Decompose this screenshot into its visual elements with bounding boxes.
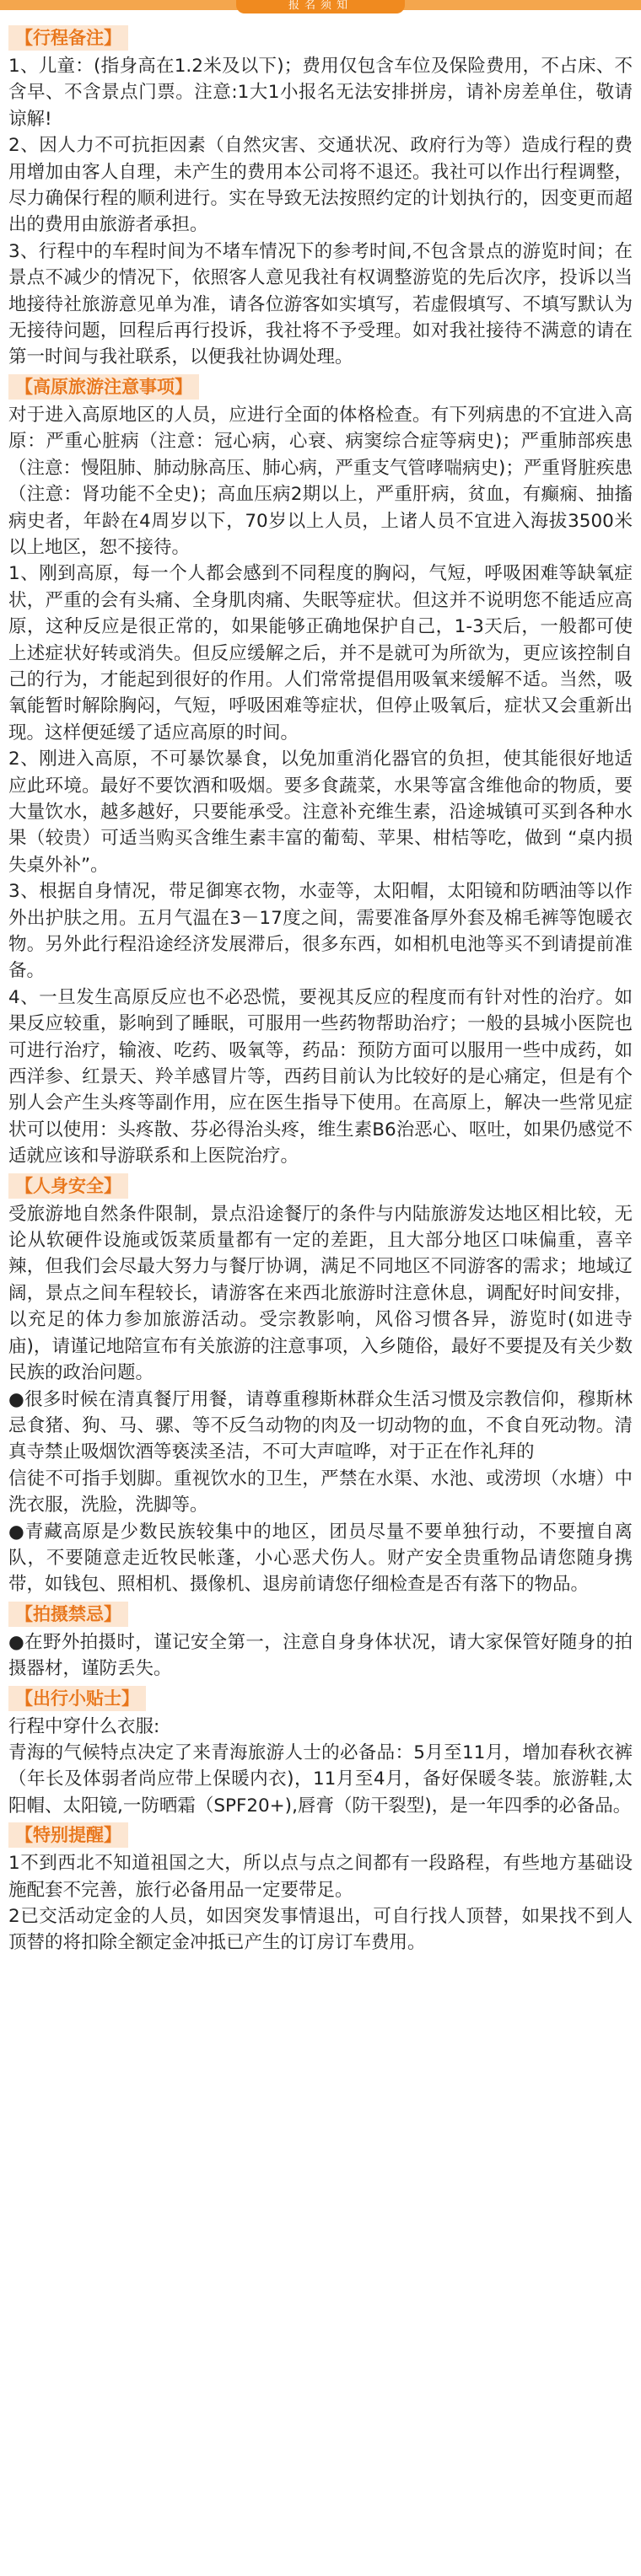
- paragraph: 3、行程中的车程时间为不堵车情况下的参考时间,不包含景点的游览时间；在景点不减少的情况下，依照客人意见我社有权调整游览的先后次序，投诉以当地接待社旅游意见单为准，请各位游客如实填写，若虚假填写、不填写默认为无接待问题，回程后再行投诉，我社将不予受理。如对我社接待不满意的请在第一时间与我社联系，以便我社协调处理。: [8, 240, 633, 368]
- section-special-reminder: [8, 1819, 633, 1956]
- section-label: 【高原旅游注意事项】: [8, 374, 199, 400]
- section-travel-tips: [8, 1682, 633, 1820]
- section-label: 【出行小贴士】: [8, 1686, 146, 1711]
- section-personal-safety: [8, 1170, 633, 1598]
- paragraph: 1、儿童：(指身高在1.2米及以下)；费用仅包含车位及保险费用，不占床、不含早、不含景点门票。注意:1大1小报名无法安排拼房，请补房差单住，敬请谅解!: [8, 56, 633, 130]
- paragraph: 青海的气候特点决定了来青海旅游人士的必备品：5月至11月，增加春秋衣裤（年长及体弱者尚应带上保暖内衣)，11月至4月，备好保暖冬装。旅游鞋,太阳帽、太阳镜,一防晒霜（SPF20+),唇膏（防干裂型)，是一年四季的必备品。: [8, 1741, 633, 1817]
- header-title: 报名须知: [236, 0, 405, 13]
- section-label: 【特别提醒】: [8, 1822, 128, 1848]
- section-label: 【人身安全】: [8, 1173, 128, 1199]
- paragraph: ●很多时候在清真餐厅用餐，请尊重穆斯林群众生活习惯及宗教信仰，穆斯林忌食猪、狗、马、骡、等不反刍动物的肉及一切动物的血，不食自死动物。清真寺禁止吸烟饮酒等亵渎圣洁，不可大声喧哗，对于正在作礼拜的: [8, 1388, 633, 1463]
- paragraph: 4、一旦发生高原反应也不必恐慌，要视其反应的程度而有针对性的治疗。如果反应较重，影响到了睡眠，可服用一些药物帮助治疗；一般的县城小医院也可进行治疗，输液、吃药、吸氧等，药品：预防方面可以服用一些中成药，如西洋参、红景天、羚羊感冒片等，西药目前认为比较好的是心痛定，但是有个别人会产生头疼等副作用，应在医生指导下使用。在高原上，解决一些常见症状可以使用：头疼散、芬必得治头疼，维生素B6治恶心、呕吐，如果仍感觉不适就应该和导游联系和上医院治疗。: [8, 986, 633, 1167]
- section-photo-taboos: [8, 1598, 633, 1682]
- section-altitude-notes: [8, 371, 633, 1170]
- paragraph: ●在野外拍摄时，谨记安全第一，注意自身身体状况，请大家保管好随身的拍摄器材，谨防丢失。: [8, 1631, 633, 1680]
- paragraph: 2已交活动定金的人员，如因突发事情退出，可自行找人顶替，如果找不到人顶替的将扣除全额定金冲抵已产生的订房订车费用。: [8, 1906, 633, 1954]
- paragraph: 2、刚进入高原，不可暴饮暴食，以免加重消化器官的负担，使其能很好地适应此环境。最好不要饮酒和吸烟。要多食蔬菜，水果等富含维他命的物质，要大量饮水，越多越好，只要能承受。注意补充维生素，沿途城镇可买到各种水果（较贵）可适当购买含维生素丰富的葡萄、苹果、柑桔等吃，做到 “桌内损失桌外补”。: [8, 749, 633, 876]
- paragraph: 3、根据自身情况，带足御寒衣物，水壶等，太阳帽，太阳镜和防晒油等以作外出护肤之用。五月气温在3－17度之间，需要准备厚外套及棉毛裤等饱暖衣物。另外此行程沿途经济发展滞后，很多东西，如相机电池等买不到请提前准备。: [8, 881, 633, 982]
- paragraph: 行程中穿什么衣服:: [8, 1715, 160, 1737]
- page-header: [0, 0, 641, 20]
- paragraph: ●青藏高原是少数民族较集中的地区，团员尽量不要单独行动，不要擅自离队，不要随意走近牧民帐蓬，小心恶犬伤人。财产安全贵重物品请您随身携带，如钱包、照相机、摄像机、退房前请您仔细检查是否有落下的物品。: [8, 1521, 633, 1596]
- paragraph: 信徒不可指手划脚。重视饮水的卫生，严禁在水渠、水池、或涝坝（水塘）中洗衣服，洗脸，洗脚等。: [8, 1468, 633, 1516]
- paragraph: 2、因人力不可抗拒因素（自然灾害、交通状况、政府行为等）造成行程的费用增加由客人自理，未产生的费用本公司将不退还。我社可以作出行程调整，尽力确保行程的顺利进行。实在导致无法按照约定的计划执行的，因变更而超出的费用由旅游者承担。: [8, 135, 633, 236]
- paragraph: 受旅游地自然条件限制，景点沿途餐厅的条件与内陆旅游发达地区相比较，无论从软硬件设施或饭菜质量都有一定的差距，且大部分地区口味偏重，喜辛辣，但我们会尽最大努力与餐厅协调，满足不同地区不同游客的需求；地域辽阔，景点之间车程较长，请游客在来西北旅游时注意休息，调配好时间安排，以充足的体力参加旅游活动。受宗教影响，风俗习惯各异，游览时(如进寺庙)，请谨记地陪宣布有关旅游的注意事项，入乡随俗，最好不要提及有关少数民族的政治问题。: [8, 1203, 633, 1384]
- section-label: 【行程备注】: [8, 25, 128, 51]
- paragraph: 1、刚到高原，每一个人都会感到不同程度的胸闷，气短，呼吸困难等缺氧症状，严重的会有头痛、全身肌肉痛、失眠等症状。但这并不说明您不能适应高原，这种反应是很正常的，如果能够正确地保护自己，1-3天后，一般都可使上述症状好转或消失。但反应缓解之后，并不是就可为所欲为，更应该控制自己的行为，才能起到很好的作用。人们常常提倡用吸氧来缓解不适。当然，吸氧能暂时解除胸闷，气短，呼吸困难等症状，但停止吸氧后，症状又会重新出现。这样便延缓了适应高原的时间。: [8, 563, 633, 743]
- paragraph: 对于进入高原地区的人员，应进行全面的体格检查。有下列病患的不宜进入高原：严重心脏病（注意：冠心病，心衰、病窦综合症等病史)；严重肺部疾患（注意：慢阻肺、肺动脉高压、肺心病，严重支气管哮喘病史)；严重肾脏疾患（注意：肾功能不全史)；高血压病2期以上，严重肝病，贫血，有癫痫、抽搐病史者，年龄在4周岁以下，70岁以上人员，上诸人员不宜进入海拔3500米以上地区，恕不接待。: [8, 404, 633, 558]
- paragraph: 1不到西北不知道祖国之大，所以点与点之间都有一段路程，有些地方基础设施配套不完善，旅行必备用品一定要带足。: [8, 1853, 633, 1901]
- notice-content: [0, 20, 641, 1956]
- section-itinerary-notes: [8, 22, 633, 371]
- section-label: 【拍摄禁忌】: [8, 1602, 128, 1627]
